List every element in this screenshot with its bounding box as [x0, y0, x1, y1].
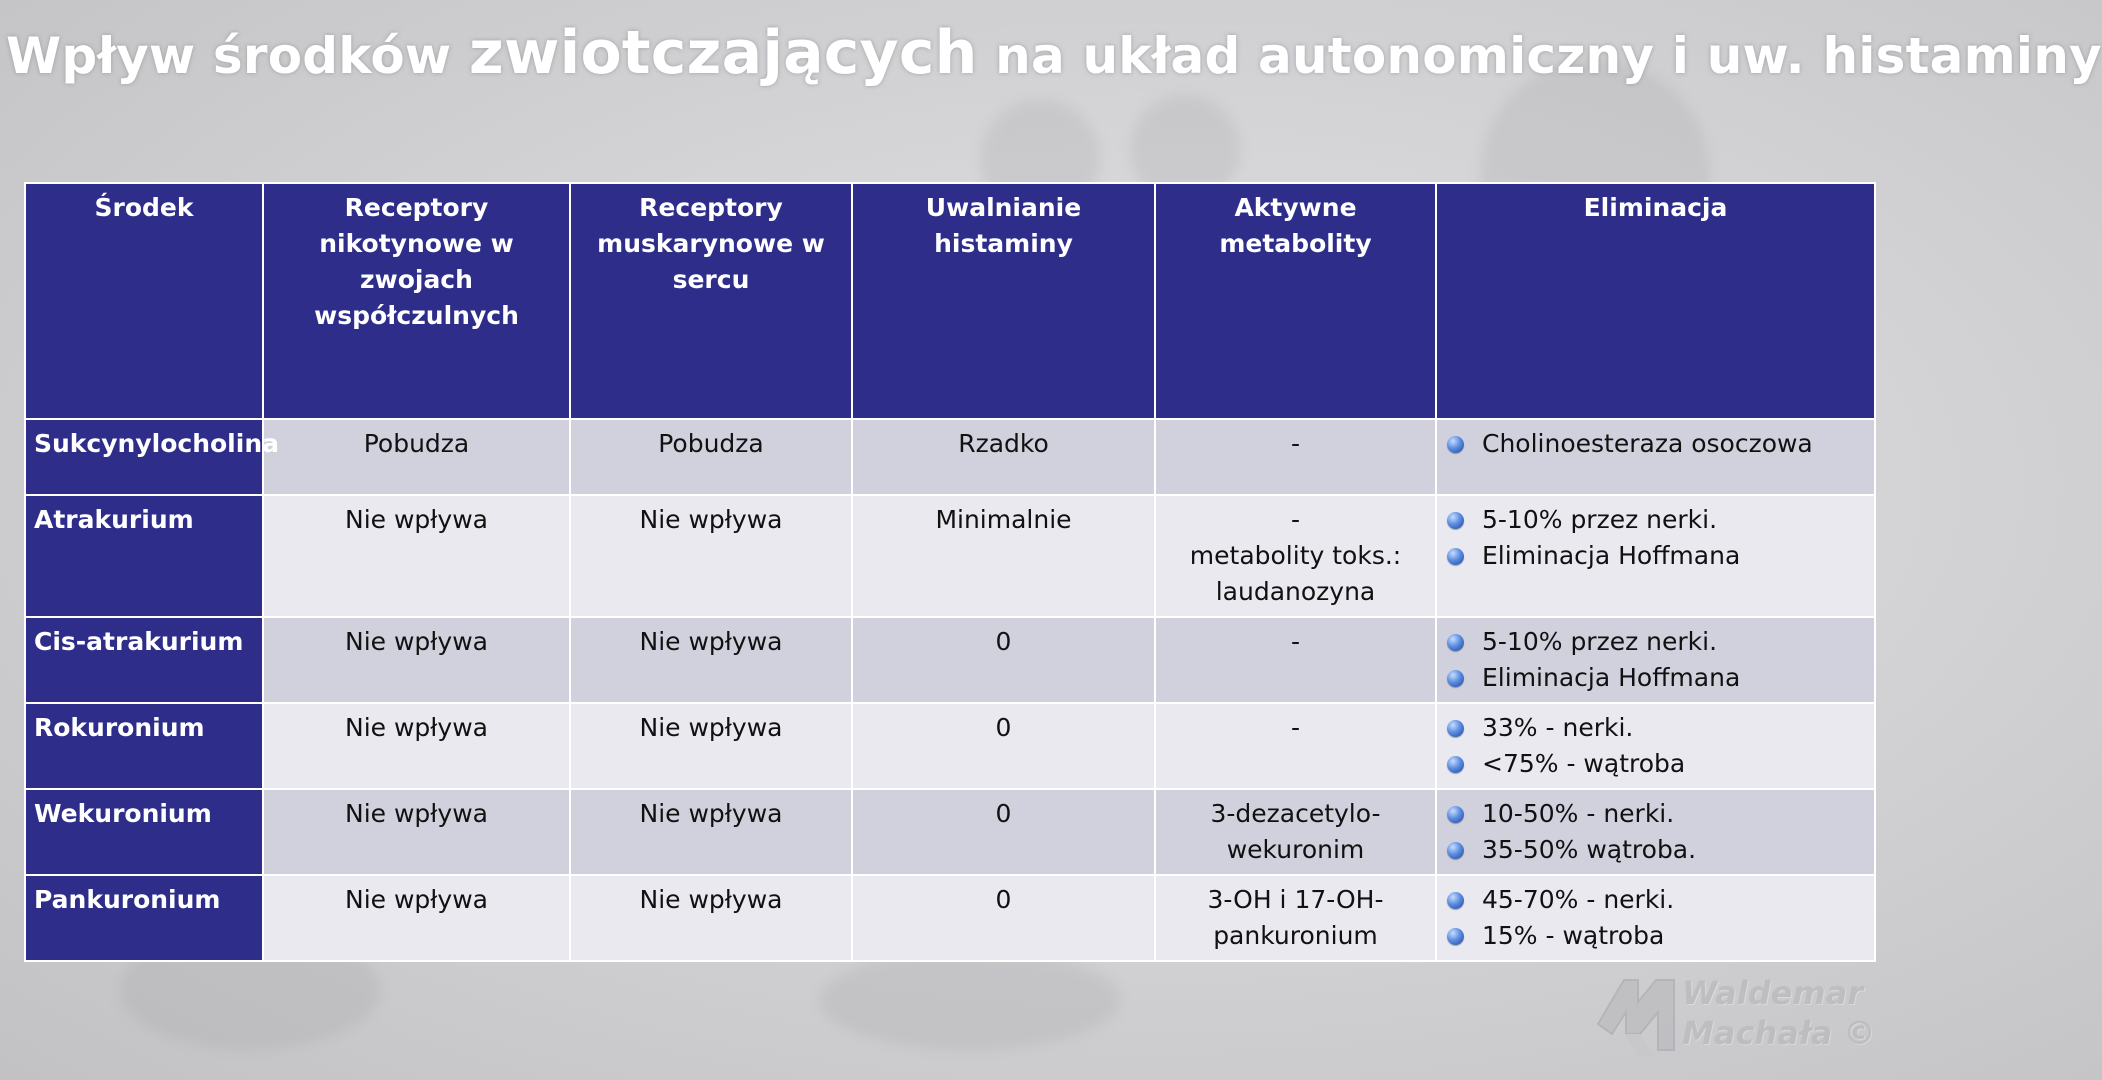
metabolites-cell: -: [1155, 703, 1436, 789]
elimination-item: [1445, 502, 1866, 538]
metabolites-cell: - metabolity toks.: laudanozyna: [1155, 495, 1436, 617]
blue-sphere-bullet-icon: [1447, 670, 1464, 687]
header-nicotinic-receptors: Receptory nikotynowe w zwojach współczulnych: [263, 183, 570, 419]
slide-title-part3: na układ autonomiczny i uw. histaminy: [977, 27, 2102, 85]
elimination-text: 45-70% - nerki.: [1482, 885, 1675, 914]
header-drug: Środek: [25, 183, 263, 419]
histamine-cell: 0: [852, 617, 1155, 703]
elimination-item: [1445, 660, 1866, 696]
elimination-text: 5-10% przez nerki.: [1482, 627, 1718, 656]
blue-sphere-bullet-icon: [1447, 806, 1464, 823]
background-shape: [820, 950, 1120, 1050]
nicotinic-cell: Nie wpływa: [263, 875, 570, 961]
muscarinic-cell: Nie wpływa: [570, 875, 852, 961]
watermark-surname: Machała ©: [1682, 1014, 1876, 1052]
blue-sphere-bullet-icon: [1447, 436, 1464, 453]
blue-sphere-bullet-icon: [1447, 548, 1464, 565]
elimination-list: [1445, 624, 1866, 696]
table-body: [25, 419, 1875, 961]
slide-title-part1: Wpływ środków: [6, 27, 469, 85]
nicotinic-cell: Nie wpływa: [263, 703, 570, 789]
histamine-cell: Rzadko: [852, 419, 1155, 495]
metabolites-cell: -: [1155, 419, 1436, 495]
elimination-item: [1445, 426, 1866, 462]
elimination-cell: [1436, 789, 1875, 875]
muscarinic-cell: Nie wpływa: [570, 617, 852, 703]
drug-name: Atrakurium: [25, 495, 263, 617]
drug-name: Wekuronium: [25, 789, 263, 875]
muscarinic-cell: Nie wpływa: [570, 789, 852, 875]
elimination-text: 35-50% wątroba.: [1482, 835, 1697, 864]
slide-title: [6, 18, 2102, 88]
header-histamine-release: Uwalnianie histaminy: [852, 183, 1155, 419]
elimination-text: 10-50% - nerki.: [1482, 799, 1675, 828]
elimination-cell: [1436, 703, 1875, 789]
histamine-cell: 0: [852, 789, 1155, 875]
drug-comparison-table-container: [24, 182, 1874, 962]
table-row: [25, 875, 1875, 961]
drug-name: Rokuronium: [25, 703, 263, 789]
author-watermark: [1594, 970, 1894, 1060]
elimination-item: [1445, 746, 1866, 782]
elimination-item: [1445, 538, 1866, 574]
table-row: [25, 495, 1875, 617]
wm-logo-icon: [1594, 972, 1690, 1058]
elimination-text: Cholinoesteraza osoczowa: [1482, 429, 1813, 458]
watermark-name: Waldemar: [1682, 974, 1864, 1012]
elimination-list: [1445, 426, 1866, 462]
drug-name: Sukcynylocholina: [25, 419, 263, 495]
elimination-list: [1445, 796, 1866, 868]
elimination-item: [1445, 882, 1866, 918]
drug-name: Pankuronium: [25, 875, 263, 961]
blue-sphere-bullet-icon: [1447, 842, 1464, 859]
elimination-item: [1445, 832, 1866, 868]
slide-title-part2: zwiotczających: [468, 18, 978, 88]
elimination-text: <75% - wątroba: [1482, 749, 1686, 778]
muscarinic-cell: Nie wpływa: [570, 495, 852, 617]
elimination-text: Eliminacja Hoffmana: [1482, 663, 1741, 692]
histamine-cell: 0: [852, 875, 1155, 961]
elimination-list: [1445, 502, 1866, 574]
drug-comparison-table: [24, 182, 1876, 962]
header-elimination: Eliminacja: [1436, 183, 1875, 419]
header-muscarinic-receptors: Receptory muskarynowe w sercu: [570, 183, 852, 419]
blue-sphere-bullet-icon: [1447, 720, 1464, 737]
elimination-cell: [1436, 617, 1875, 703]
histamine-cell: Minimalnie: [852, 495, 1155, 617]
histamine-cell: 0: [852, 703, 1155, 789]
elimination-text: 5-10% przez nerki.: [1482, 505, 1718, 534]
elimination-list: [1445, 882, 1866, 954]
elimination-text: 15% - wątroba: [1482, 921, 1665, 950]
elimination-text: 33% - nerki.: [1482, 713, 1634, 742]
elimination-text: Eliminacja Hoffmana: [1482, 541, 1741, 570]
table-row: [25, 617, 1875, 703]
table-row: [25, 789, 1875, 875]
blue-sphere-bullet-icon: [1447, 892, 1464, 909]
nicotinic-cell: Nie wpływa: [263, 495, 570, 617]
muscarinic-cell: Pobudza: [570, 419, 852, 495]
elimination-item: [1445, 624, 1866, 660]
blue-sphere-bullet-icon: [1447, 634, 1464, 651]
blue-sphere-bullet-icon: [1447, 512, 1464, 529]
blue-sphere-bullet-icon: [1447, 928, 1464, 945]
elimination-item: [1445, 710, 1866, 746]
table-header: [25, 183, 1875, 419]
metabolites-cell: 3-dezacetylo-wekuronim: [1155, 789, 1436, 875]
header-row: [25, 183, 1875, 419]
blue-sphere-bullet-icon: [1447, 756, 1464, 773]
nicotinic-cell: Pobudza: [263, 419, 570, 495]
metabolites-cell: 3-OH i 17-OH-pankuronium: [1155, 875, 1436, 961]
elimination-cell: [1436, 875, 1875, 961]
nicotinic-cell: Nie wpływa: [263, 617, 570, 703]
drug-name: Cis-atrakurium: [25, 617, 263, 703]
table-row: [25, 419, 1875, 495]
muscarinic-cell: Nie wpływa: [570, 703, 852, 789]
elimination-item: [1445, 796, 1866, 832]
table-row: [25, 703, 1875, 789]
elimination-item: [1445, 918, 1866, 954]
elimination-cell: [1436, 419, 1875, 495]
elimination-list: [1445, 710, 1866, 782]
nicotinic-cell: Nie wpływa: [263, 789, 570, 875]
metabolites-cell: -: [1155, 617, 1436, 703]
header-active-metabolites: Aktywne metabolity: [1155, 183, 1436, 419]
elimination-cell: [1436, 495, 1875, 617]
